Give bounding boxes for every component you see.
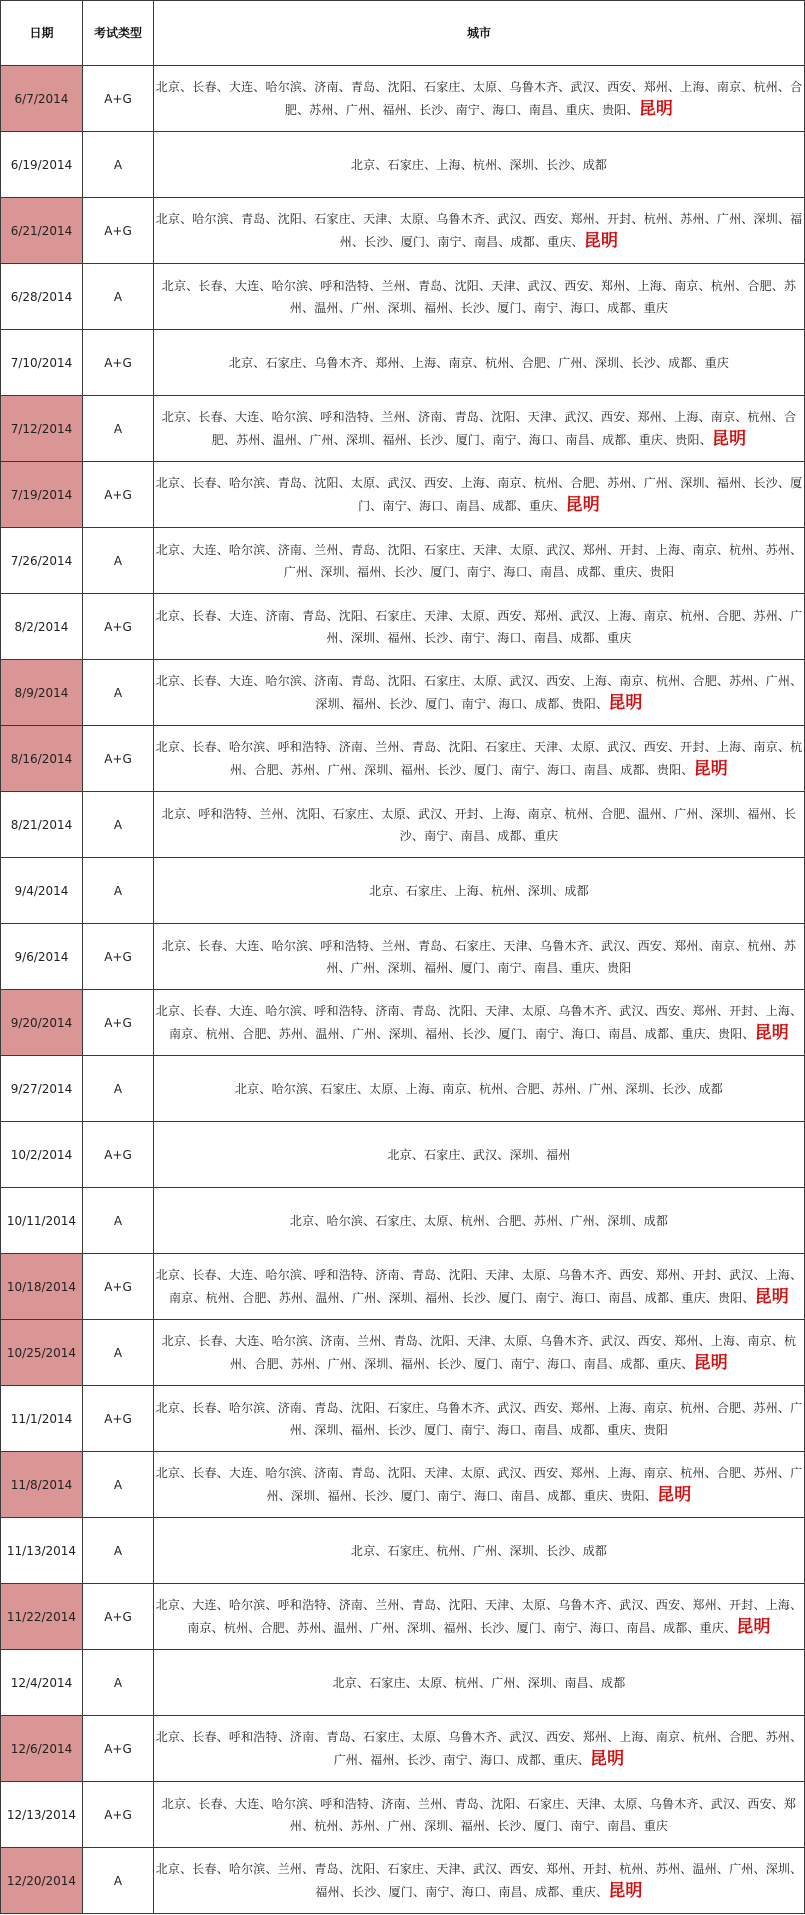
exam-type: A+G xyxy=(83,990,154,1056)
exam-date: 6/19/2014 xyxy=(1,132,83,198)
header-row xyxy=(1,1,805,66)
exam-type: A+G xyxy=(83,1716,154,1782)
exam-date: 11/8/2014 xyxy=(1,1452,83,1518)
table-row xyxy=(1,1056,805,1122)
city-list-text: 北京、哈尔滨、石家庄、太原、上海、南京、杭州、合肥、苏州、广州、深圳、长沙、成都 xyxy=(234,1081,723,1096)
city-list xyxy=(154,858,805,924)
table-row xyxy=(1,1518,805,1584)
kunming-highlight: 昆明 xyxy=(608,693,643,713)
city-list-text: 北京、哈尔滨、青岛、沈阳、石家庄、天津、太原、乌鲁木齐、武汉、西安、郑州、开封、杭州、苏州、广州、深圳、福州、长沙、厦门、南宁、南昌、成都、重庆、 xyxy=(155,212,803,249)
exam-type: A xyxy=(83,264,154,330)
kunming-highlight: 昆明 xyxy=(589,1749,625,1769)
city-list-text: 北京、大连、哈尔滨、济南、兰州、青岛、沈阳、石家庄、天津、太原、武汉、郑州、开封、上海、南京、杭州、苏州、广州、深圳、福州、长沙、厦门、南宁、海口、南昌、成都、重庆、贵阳 xyxy=(155,542,803,579)
city-list xyxy=(154,198,805,264)
city-list-text: 北京、长春、哈尔滨、呼和浩特、济南、兰州、青岛、沈阳、石家庄、天津、太原、武汉、西安、开封、上海、南京、杭州、合肥、苏州、广州、深圳、福州、长沙、厦门、南宁、海口、南昌、成都、贵阳、 xyxy=(155,740,803,777)
table-row xyxy=(1,528,805,594)
exam-type: A xyxy=(83,1188,154,1254)
city-list xyxy=(154,924,805,990)
table-row xyxy=(1,726,805,792)
exam-date: 8/9/2014 xyxy=(1,660,83,726)
header-date: 日期 xyxy=(1,1,83,66)
table-row xyxy=(1,132,805,198)
kunming-highlight: 昆明 xyxy=(693,1353,728,1373)
exam-date: 8/2/2014 xyxy=(1,594,83,660)
city-list-text: 北京、长春、大连、哈尔滨、济南、青岛、沈阳、石家庄、太原、武汉、西安、上海、南京、杭州、合肥、苏州、广州、深圳、福州、长沙、厦门、南宁、海口、成都、贵阳、 xyxy=(155,674,803,711)
city-list-text: 北京、长春、大连、哈尔滨、呼和浩特、济南、青岛、沈阳、天津、太原、乌鲁木齐、西安、郑州、开封、武汉、上海、南京、杭州、合肥、苏州、温州、广州、深圳、福州、长沙、厦门、南宁、海口、南昌、成都、重庆、贵阳、 xyxy=(155,1268,803,1305)
exam-date: 6/7/2014 xyxy=(1,66,83,132)
exam-type: A xyxy=(83,1650,154,1716)
exam-type: A+G xyxy=(83,66,154,132)
city-list xyxy=(154,462,805,528)
city-list-text: 北京、长春、大连、哈尔滨、呼和浩特、济南、青岛、沈阳、天津、太原、乌鲁木齐、武汉、西安、郑州、开封、上海、南京、杭州、合肥、苏州、温州、广州、深圳、福州、长沙、厦门、南宁、海口、南昌、成都、重庆、贵阳、 xyxy=(155,1004,803,1041)
city-list-text: 北京、长春、大连、哈尔滨、济南、青岛、沈阳、天津、太原、武汉、西安、郑州、上海、南京、杭州、合肥、苏州、广州、深圳、福州、长沙、厦门、南宁、海口、南昌、成都、重庆、贵阳、 xyxy=(155,1466,803,1503)
city-list-text: 北京、石家庄、乌鲁木齐、郑州、上海、南京、杭州、合肥、广州、深圳、长沙、成都、重庆 xyxy=(228,355,730,370)
table-row xyxy=(1,1848,805,1914)
kunming-highlight: 昆明 xyxy=(736,1617,771,1637)
city-list xyxy=(154,1188,805,1254)
kunming-highlight: 昆明 xyxy=(711,429,747,449)
city-list-text: 北京、石家庄、武汉、深圳、福州 xyxy=(387,1147,571,1162)
table-row xyxy=(1,1320,805,1386)
city-list-text: 北京、大连、哈尔滨、呼和浩特、济南、兰州、青岛、沈阳、天津、太原、乌鲁木齐、武汉、西安、郑州、开封、上海、南京、杭州、合肥、苏州、温州、广州、深圳、福州、长沙、厦门、南宁、海口、南昌、成都、重庆、 xyxy=(155,1598,803,1635)
exam-type: A+G xyxy=(83,1254,154,1320)
kunming-highlight: 昆明 xyxy=(657,1485,692,1505)
exam-date: 7/10/2014 xyxy=(1,330,83,396)
table-row xyxy=(1,1188,805,1254)
city-list xyxy=(154,594,805,660)
table-row xyxy=(1,792,805,858)
city-list xyxy=(154,1452,805,1518)
city-list-text: 北京、石家庄、上海、杭州、深圳、成都 xyxy=(369,883,589,898)
city-list-text: 北京、石家庄、太原、杭州、广州、深圳、南昌、成都 xyxy=(332,1675,626,1690)
table-row xyxy=(1,1716,805,1782)
exam-type: A xyxy=(83,1320,154,1386)
city-list xyxy=(154,1056,805,1122)
exam-type: A xyxy=(83,1452,154,1518)
table-row xyxy=(1,858,805,924)
exam-type: A+G xyxy=(83,330,154,396)
city-list xyxy=(154,660,805,726)
exam-type: A+G xyxy=(83,1386,154,1452)
table-row xyxy=(1,198,805,264)
exam-date: 7/12/2014 xyxy=(1,396,83,462)
city-list xyxy=(154,1716,805,1782)
exam-type: A+G xyxy=(83,1782,154,1848)
exam-type: A+G xyxy=(83,726,154,792)
exam-date: 12/6/2014 xyxy=(1,1716,83,1782)
table-row xyxy=(1,1584,805,1650)
table-row xyxy=(1,594,805,660)
city-list-text: 北京、长春、哈尔滨、青岛、沈阳、太原、武汉、西安、上海、南京、杭州、合肥、苏州、广州、深圳、福州、长沙、厦门、南宁、海口、南昌、成都、重庆、 xyxy=(155,476,803,513)
city-list xyxy=(154,726,805,792)
table-row xyxy=(1,396,805,462)
city-list xyxy=(154,792,805,858)
exam-date: 9/4/2014 xyxy=(1,858,83,924)
city-list-text: 北京、长春、大连、哈尔滨、呼和浩特、兰州、济南、青岛、沈阳、天津、武汉、西安、郑州、上海、南京、杭州、合肥、苏州、温州、广州、深圳、福州、长沙、厦门、南宁、海口、南昌、成都、重庆、贵阳、 xyxy=(161,410,797,447)
table-row xyxy=(1,1254,805,1320)
city-list xyxy=(154,1254,805,1320)
city-list xyxy=(154,1848,805,1914)
exam-date: 10/18/2014 xyxy=(1,1254,83,1320)
exam-date: 10/2/2014 xyxy=(1,1122,83,1188)
exam-type: A xyxy=(83,1848,154,1914)
exam-date: 7/26/2014 xyxy=(1,528,83,594)
exam-type: A xyxy=(83,528,154,594)
table-row xyxy=(1,330,805,396)
kunming-highlight: 昆明 xyxy=(565,495,600,515)
city-list xyxy=(154,990,805,1056)
exam-date: 6/28/2014 xyxy=(1,264,83,330)
city-list-text: 北京、长春、呼和浩特、济南、青岛、石家庄、太原、乌鲁木齐、武汉、西安、郑州、上海、南京、杭州、合肥、苏州、广州、福州、长沙、南宁、海口、成都、重庆、 xyxy=(155,1730,803,1767)
exam-date: 11/13/2014 xyxy=(1,1518,83,1584)
city-list xyxy=(154,132,805,198)
city-list-text: 北京、呼和浩特、兰州、沈阳、石家庄、太原、武汉、开封、上海、南京、杭州、合肥、温州、广州、深圳、福州、长沙、南宁、南昌、成都、重庆 xyxy=(161,806,797,843)
kunming-highlight: 昆明 xyxy=(638,99,674,119)
exam-type: A+G xyxy=(83,924,154,990)
exam-date: 11/1/2014 xyxy=(1,1386,83,1452)
table-row xyxy=(1,660,805,726)
table-row xyxy=(1,462,805,528)
city-list-text: 北京、长春、哈尔滨、兰州、青岛、沈阳、石家庄、天津、武汉、西安、郑州、开封、杭州、苏州、温州、广州、深圳、福州、长沙、厦门、南宁、海口、南昌、成都、重庆、 xyxy=(155,1862,803,1899)
exam-date: 8/16/2014 xyxy=(1,726,83,792)
exam-type: A xyxy=(83,660,154,726)
exam-date: 11/22/2014 xyxy=(1,1584,83,1650)
city-list xyxy=(154,396,805,462)
exam-type: A+G xyxy=(83,198,154,264)
exam-type: A+G xyxy=(83,1122,154,1188)
header-type: 考试类型 xyxy=(83,1,154,66)
exam-type: A xyxy=(83,1056,154,1122)
table-row xyxy=(1,264,805,330)
city-list xyxy=(154,1650,805,1716)
table-row xyxy=(1,1386,805,1452)
kunming-highlight: 昆明 xyxy=(754,1287,789,1307)
exam-date: 12/20/2014 xyxy=(1,1848,83,1914)
city-list-text: 北京、长春、大连、哈尔滨、呼和浩特、济南、兰州、青岛、沈阳、石家庄、天津、太原、乌鲁木齐、武汉、西安、郑州、杭州、苏州、广州、深圳、福州、长沙、厦门、南宁、南昌、重庆 xyxy=(161,1796,797,1833)
kunming-highlight: 昆明 xyxy=(693,759,728,779)
city-list xyxy=(154,1782,805,1848)
exam-date: 10/25/2014 xyxy=(1,1320,83,1386)
table-row xyxy=(1,1650,805,1716)
city-list-text: 北京、长春、大连、济南、青岛、沈阳、石家庄、天津、太原、西安、郑州、武汉、上海、南京、杭州、合肥、苏州、广州、深圳、福州、长沙、南宁、海口、南昌、成都、重庆 xyxy=(155,608,803,645)
city-list xyxy=(154,528,805,594)
exam-date: 9/27/2014 xyxy=(1,1056,83,1122)
city-list-text: 北京、长春、大连、哈尔滨、济南、兰州、青岛、沈阳、天津、太原、乌鲁木齐、武汉、西安、郑州、上海、南京、杭州、合肥、苏州、广州、深圳、福州、长沙、厦门、南宁、海口、南昌、成都、重庆、 xyxy=(161,1334,797,1371)
kunming-highlight: 昆明 xyxy=(754,1023,789,1043)
city-list xyxy=(154,1320,805,1386)
city-list-text: 北京、石家庄、上海、杭州、深圳、长沙、成都 xyxy=(350,157,608,172)
city-list-text: 北京、长春、大连、哈尔滨、济南、青岛、沈阳、石家庄、太原、乌鲁木齐、武汉、西安、郑州、上海、南京、杭州、合肥、苏州、广州、福州、长沙、南宁、海口、南昌、重庆、贵阳、 xyxy=(155,80,803,117)
exam-date: 6/21/2014 xyxy=(1,198,83,264)
exam-type: A+G xyxy=(83,1584,154,1650)
exam-date: 8/21/2014 xyxy=(1,792,83,858)
exam-date: 9/6/2014 xyxy=(1,924,83,990)
exam-date: 9/20/2014 xyxy=(1,990,83,1056)
table-row xyxy=(1,1122,805,1188)
city-list-text: 北京、长春、大连、哈尔滨、呼和浩特、兰州、青岛、石家庄、天津、乌鲁木齐、武汉、西安、郑州、南京、杭州、苏州、广州、深圳、福州、厦门、南宁、南昌、重庆、贵阳 xyxy=(161,938,797,975)
city-list-text: 北京、石家庄、杭州、广州、深圳、长沙、成都 xyxy=(350,1543,608,1558)
table-row xyxy=(1,1452,805,1518)
exam-type: A+G xyxy=(83,594,154,660)
table-row xyxy=(1,1782,805,1848)
exam-type: A+G xyxy=(83,462,154,528)
header-city: 城市 xyxy=(154,1,805,66)
city-list xyxy=(154,1518,805,1584)
exam-type: A xyxy=(83,1518,154,1584)
table-row xyxy=(1,66,805,132)
kunming-highlight: 昆明 xyxy=(608,1881,643,1901)
exam-type: A xyxy=(83,132,154,198)
exam-date: 12/4/2014 xyxy=(1,1650,83,1716)
city-list-text: 北京、长春、哈尔滨、济南、青岛、沈阳、石家庄、乌鲁木齐、武汉、西安、郑州、上海、南京、杭州、合肥、苏州、广州、深圳、福州、长沙、厦门、南宁、海口、南昌、成都、重庆、贵阳 xyxy=(155,1400,803,1437)
kunming-highlight: 昆明 xyxy=(583,231,619,251)
city-list xyxy=(154,1584,805,1650)
city-list xyxy=(154,330,805,396)
city-list xyxy=(154,264,805,330)
city-list xyxy=(154,1386,805,1452)
exam-type: A xyxy=(83,396,154,462)
city-list-text: 北京、哈尔滨、石家庄、太原、杭州、合肥、苏州、广州、深圳、成都 xyxy=(289,1213,669,1228)
table-row xyxy=(1,990,805,1056)
city-list xyxy=(154,66,805,132)
exam-type: A xyxy=(83,792,154,858)
exam-type: A xyxy=(83,858,154,924)
table-row xyxy=(1,924,805,990)
city-list xyxy=(154,1122,805,1188)
exam-date: 10/11/2014 xyxy=(1,1188,83,1254)
city-list-text: 北京、长春、大连、哈尔滨、呼和浩特、兰州、青岛、沈阳、天津、武汉、西安、郑州、上海、南京、杭州、合肥、苏州、温州、广州、深圳、福州、长沙、厦门、南宁、海口、成都、重庆 xyxy=(161,278,797,315)
exam-date: 12/13/2014 xyxy=(1,1782,83,1848)
exam-date: 7/19/2014 xyxy=(1,462,83,528)
